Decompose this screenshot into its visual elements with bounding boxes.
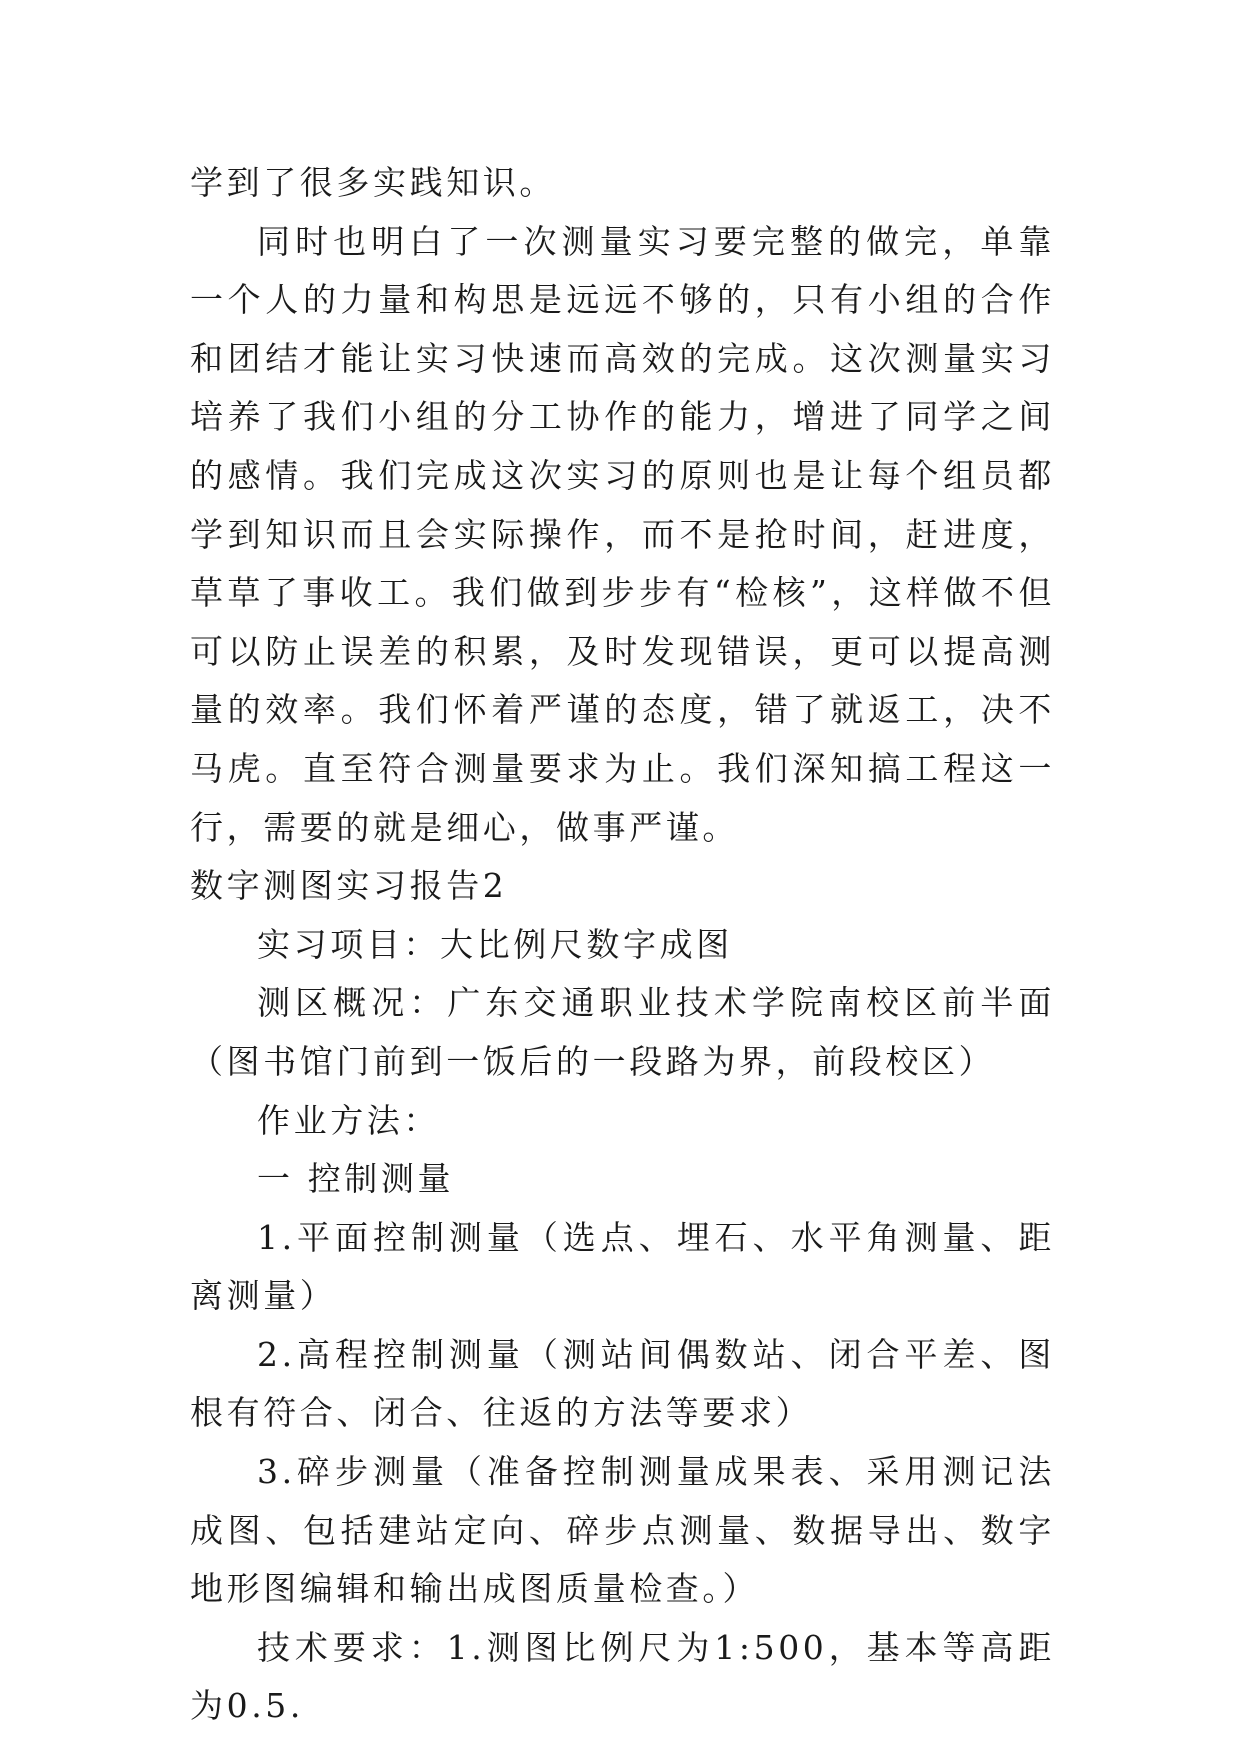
list-item-plane-control: 1.平面控制测量（选点、埋石、水平角测量、距离测量） — [190, 1217, 1055, 1316]
paragraph-project: 实习项目：大比例尺数字成图 — [257, 924, 733, 964]
paragraph-technical-requirements: 技术要求：1.测图比例尺为1:500，基本等高距为0.5. — [190, 1627, 1055, 1726]
paragraph-survey-area: 测区概况：广东交通职业技术学院南校区前半面（图书馆门前到一饭后的一段路为界，前段校区） — [190, 983, 1055, 1081]
body-text — [190, 154, 1055, 1736]
paragraph-control-survey: 一 控制测量 — [257, 1159, 455, 1199]
paragraph-continuation: 学到了很多实践知识。 — [190, 163, 556, 202]
paragraph-methods: 作业方法： — [257, 1100, 440, 1140]
list-item-detail-survey: 3.碎步测量（准备控制测量成果表、采用测记法成图、包括建站定向、碎步点测量、数据导出、数字地形图编辑和输出成图质量检查。） — [190, 1452, 1055, 1609]
paragraph-teamwork: 同时也明白了一次测量实习要完整的做完，单靠一个人的力量和构思是远远不够的，只有小组的合作和团结才能让实习快速而高效的完成。这次测量实习培养了我们小组的分工协作的能力，增进了同学之间的感情。我们完成这次实习的原则也是让每个组员都学到知识而且会实际操作，而不是抢时间，赶进度，草草了事收工。我们做到步步有“检核”，这样做不但可以防止误差的积累，及时发现错误，更可以提高测量的效率。我们怀着严谨的态度，错了就返工，决不马虎。直至符合测量要求为止。我们深知搞工程这一行，需要的就是细心，做事严谨。 — [190, 221, 1055, 847]
section-heading: 数字测图实习报告2 — [190, 866, 508, 906]
list-item-elevation-control: 2.高程控制测量（测站间偶数站、闭合平差、图根有符合、闭合、往返的方法等要求） — [190, 1334, 1055, 1433]
